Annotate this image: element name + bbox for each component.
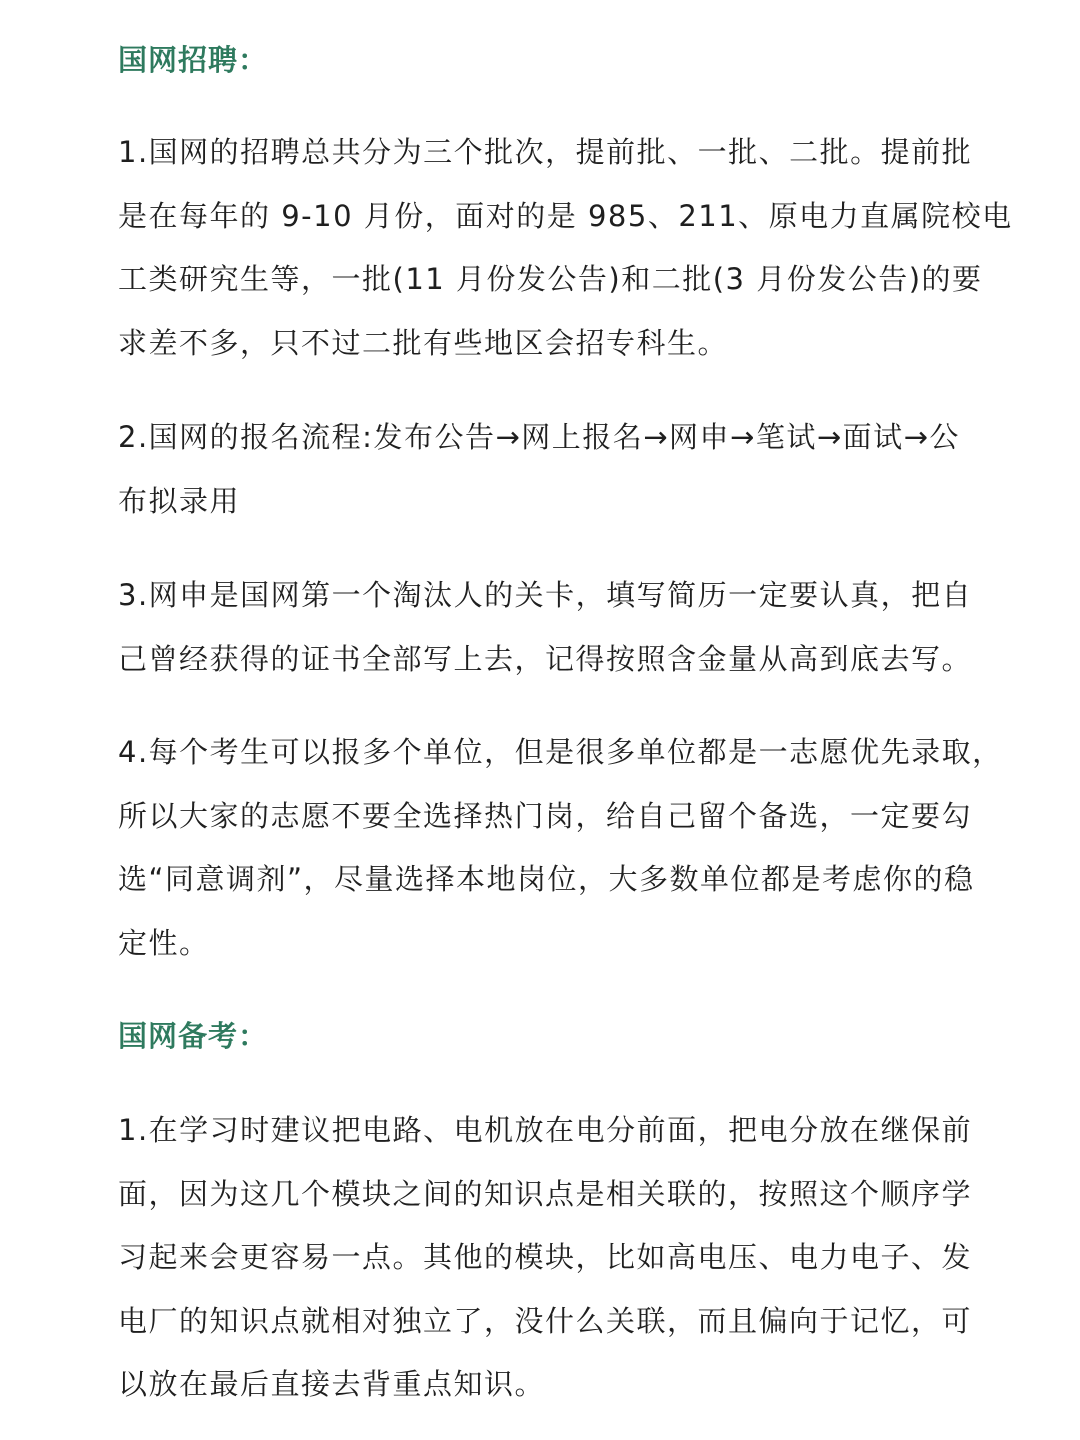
text-line: 习起来会更容易一点。其他的模块，比如高电压、电力电子、发 bbox=[118, 1240, 973, 1274]
text-line: 定性。 bbox=[118, 925, 210, 960]
recruitment-point-2 bbox=[118, 406, 980, 533]
text-line: 3.网申是国网第一个淘汰人的关卡，填写简历一定要认真，把自 bbox=[118, 578, 973, 612]
text-line: 所以大家的志愿不要全选择热门岗，给自己留个备选，一定要勾 bbox=[118, 798, 973, 833]
section-heading-exam-prep: 国网备考： bbox=[118, 1019, 269, 1053]
text-line: 工类研究生等，一批(11 月份发公告)和二批(3 月份发公告)的要 bbox=[118, 262, 983, 296]
section-heading-recruitment: 国网招聘： bbox=[118, 43, 269, 77]
text-line: 以放在最后直接去背重点知识。 bbox=[118, 1367, 546, 1401]
recruitment-point-3 bbox=[118, 564, 980, 691]
recruitment-point-4 bbox=[118, 721, 1003, 975]
text-line: 1.国网的招聘总共分为三个批次，提前批、一批、二批。提前批 bbox=[118, 135, 973, 169]
text-line: 4.每个考生可以报多个单位，但是很多单位都是一志愿优先录取， bbox=[118, 735, 1003, 769]
text-line: 求差不多，只不过二批有些地区会招专科生。 bbox=[118, 325, 729, 360]
text-line: 电厂的知识点就相对独立了，没什么关联，而且偏向于记忆，可 bbox=[118, 1303, 973, 1338]
text-line: 2.国网的报名流程:发布公告→网上报名→网申→笔试→面试→公 bbox=[118, 420, 960, 454]
text-line: 是在每年的 9-10 月份，面对的是 985、211、原电力直属院校电 bbox=[118, 198, 1013, 233]
text-line: 面，因为这几个模块之间的知识点是相关联的，按照这个顺序学 bbox=[118, 1176, 973, 1211]
text-line: 己曾经获得的证书全部写上去，记得按照含金量从高到底去写。 bbox=[118, 641, 973, 676]
recruitment-point-1 bbox=[118, 121, 1013, 375]
text-line: 1.在学习时建议把电路、电机放在电分前面，把电分放在继保前 bbox=[118, 1113, 973, 1147]
prep-point-1 bbox=[118, 1099, 980, 1417]
text-line: 布拟录用 bbox=[118, 483, 241, 518]
text-line: 选“同意调剂”，尽量选择本地岗位，大多数单位都是考虑你的稳 bbox=[118, 862, 975, 896]
